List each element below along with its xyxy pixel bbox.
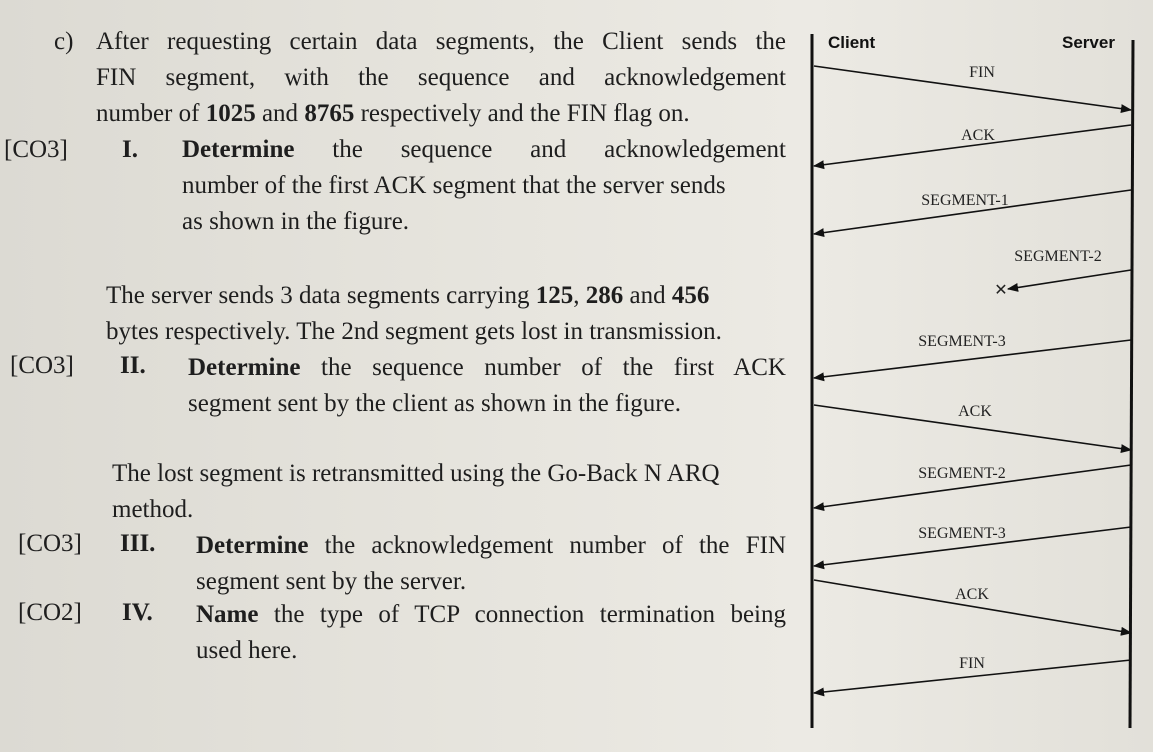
info-text: , bbox=[573, 282, 586, 309]
question-line: number of the first ACK segment that the server sends bbox=[182, 172, 726, 199]
client-label: Client bbox=[828, 33, 876, 52]
message-label: SEGMENT-1 bbox=[921, 192, 1009, 209]
message-arrow bbox=[1008, 270, 1131, 289]
question-line: segment sent by the server. bbox=[196, 568, 467, 595]
question-line: segment sent by the client as shown in the figure. bbox=[188, 390, 681, 417]
server-timeline bbox=[1130, 40, 1133, 728]
intro-text: number of bbox=[96, 100, 206, 127]
bold-keyword: Determine bbox=[196, 532, 309, 559]
segment-2-bytes: 286 bbox=[585, 282, 624, 309]
course-outcome-tag: [CO3] bbox=[18, 530, 82, 557]
info-paragraph-line: bytes respectively. The 2nd segment gets lost in transmission. bbox=[106, 318, 722, 345]
question-number: II. bbox=[120, 352, 146, 379]
bold-keyword: Determine bbox=[188, 354, 301, 381]
message-label: FIN bbox=[959, 655, 985, 672]
info-paragraph-line: The lost segment is retransmitted using the Go-Back N ARQ bbox=[112, 460, 720, 487]
question-text-span: the acknowledgement number of the FIN bbox=[308, 532, 786, 559]
info-text: The server sends 3 data segments carrying bbox=[106, 282, 536, 309]
question-text-span: the type of TCP connection termination being bbox=[258, 601, 786, 628]
course-outcome-tag: [CO3] bbox=[4, 136, 68, 163]
fin-sequence-number: 1025 bbox=[205, 100, 256, 127]
question-line: as shown in the figure. bbox=[182, 208, 410, 235]
intro-text: respectively and the FIN flag on. bbox=[354, 100, 690, 127]
course-outcome-tag: [CO3] bbox=[10, 352, 74, 379]
message-label: ACK bbox=[961, 127, 995, 144]
course-outcome-tag: [CO2] bbox=[18, 599, 82, 626]
question-number: IV. bbox=[122, 599, 153, 626]
info-paragraph-line: method. bbox=[112, 496, 194, 523]
message-label: SEGMENT-3 bbox=[918, 333, 1006, 350]
question-text-span: the sequence number of the first ACK bbox=[300, 354, 786, 381]
question-line: used here. bbox=[196, 637, 298, 664]
message-label: SEGMENT-2 bbox=[918, 465, 1006, 482]
lost-segment-icon: ✕ bbox=[994, 282, 1008, 299]
intro-text: and bbox=[255, 100, 305, 127]
part-label: c) bbox=[54, 28, 74, 55]
segment-3-bytes: 456 bbox=[671, 282, 710, 309]
bold-keyword: Name bbox=[196, 601, 259, 628]
message-label: ACK bbox=[958, 403, 992, 420]
message-label: ACK bbox=[955, 586, 989, 603]
intro-line-1: After requesting certain data segments, the Client sends the bbox=[96, 28, 786, 55]
message-arrows bbox=[814, 64, 1131, 693]
intro-line-2: FIN segment, with the sequence and acknowledgement bbox=[96, 64, 786, 91]
message-label: SEGMENT-3 bbox=[918, 525, 1006, 542]
question-number: III. bbox=[120, 530, 156, 557]
message-label: FIN bbox=[969, 64, 995, 81]
message-label: SEGMENT-2 bbox=[1014, 248, 1102, 265]
question-number: I. bbox=[122, 136, 138, 163]
server-label: Server bbox=[1062, 33, 1115, 52]
info-text: and bbox=[623, 282, 672, 309]
bold-keyword: Determine bbox=[182, 136, 295, 163]
fin-ack-number: 8765 bbox=[304, 100, 355, 127]
question-text-span: the sequence and acknowledgement bbox=[294, 136, 786, 163]
segment-1-bytes: 125 bbox=[535, 282, 574, 309]
